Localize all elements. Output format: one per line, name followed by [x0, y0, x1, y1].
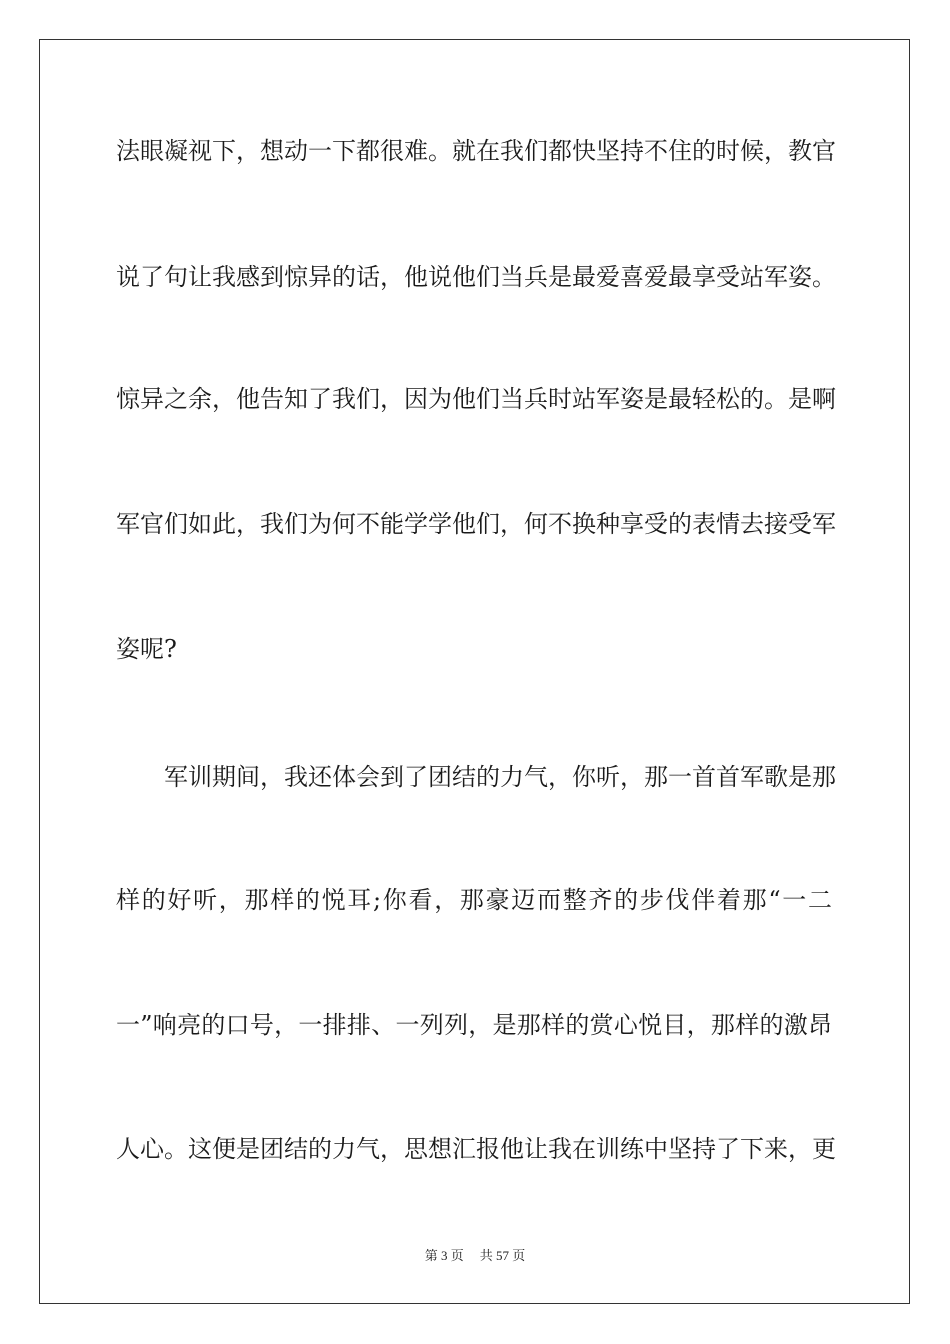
text-line: 人心。这便是团结的力气，思想汇报他让我在训练中坚持了下来，更: [116, 1135, 836, 1163]
page-number: 第 3 页: [424, 1248, 464, 1263]
text-line: 说了句让我感到惊异的话，他说他们当兵是最爱喜爱最享受站军姿。: [116, 263, 836, 291]
page-footer: [0, 1248, 950, 1264]
text-line: 惊异之余，他告知了我们，因为他们当兵时站军姿是最轻松的。是啊: [116, 385, 836, 413]
text-line: 军训期间，我还体会到了团结的力气，你听，那一首首军歌是那: [164, 763, 836, 791]
text-line: 法眼凝视下，想动一下都很难。就在我们都快坚持不住的时候，教官: [116, 137, 836, 165]
text-line: 一”响亮的口号，一排排、一列列，是那样的赏心悦目，那样的激昂: [116, 1011, 832, 1039]
text-line: 姿呢?: [116, 635, 177, 663]
page-total: 共 57 页: [479, 1248, 526, 1263]
text-line: 样的好听，那样的悦耳;你看，那豪迈而整齐的步伐伴着那“一二: [116, 886, 832, 914]
text-line: 军官们如此，我们为何不能学学他们，何不换种享受的表情去接受军: [116, 510, 836, 538]
page-border: [39, 39, 910, 1304]
